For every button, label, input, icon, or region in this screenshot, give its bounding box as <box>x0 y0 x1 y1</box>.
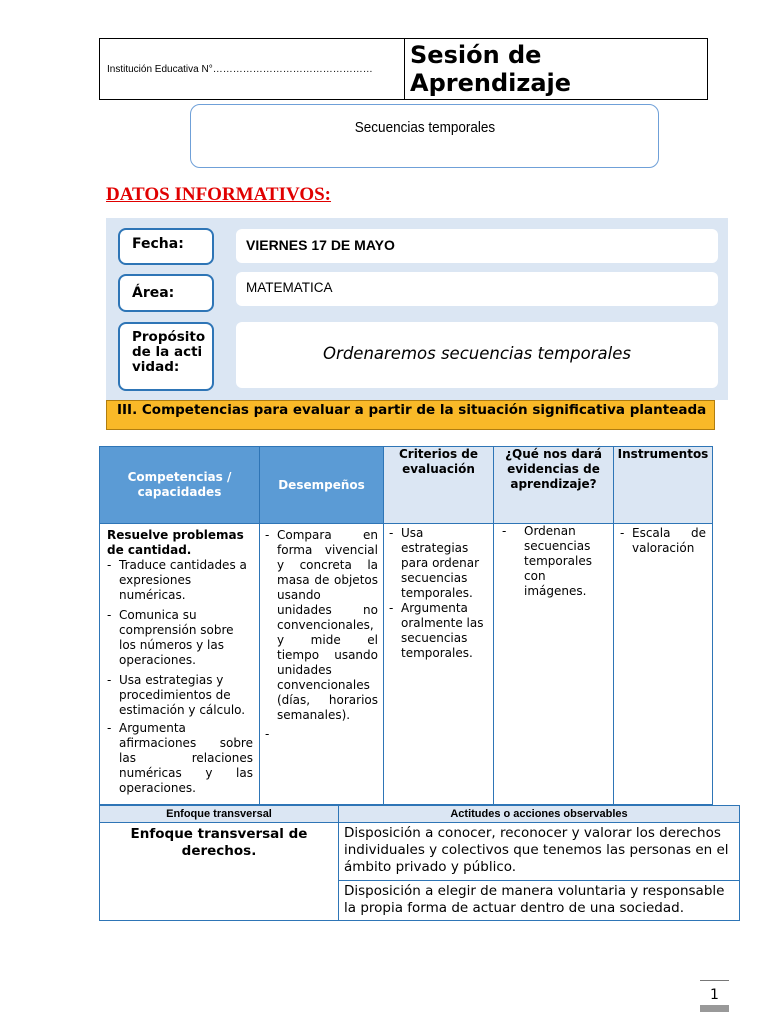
header-competencias: Competencias / capacidades <box>100 447 260 524</box>
fecha-value: VIERNES 17 DE MAYO <box>236 229 718 263</box>
competencia-title: Resuelve problemas de cantidad. <box>107 528 244 557</box>
instrumentos-cell <box>614 524 713 805</box>
capacidad-item: - Comunica su comprensión sobre los números y las operaciones. <box>107 608 253 668</box>
enfoque-table <box>99 805 740 921</box>
page-number: 1 <box>700 980 729 1012</box>
capacidad-item: - Usa estrategias y procedimientos de estimación y cálculo. <box>107 673 253 718</box>
capacidad-item: - Argumenta afirmaciones sobre las relaciones numéricas y las operaciones. <box>107 721 253 796</box>
fecha-label: Fecha: <box>118 228 214 265</box>
header-evidencias: ¿Qué nos dará evidencias de aprendizaje? <box>494 447 614 524</box>
area-label: Área: <box>118 274 214 312</box>
evidencias-cell <box>494 524 614 805</box>
datos-informativos-title: DATOS INFORMATIVOS: <box>106 184 332 205</box>
actitud-item: Disposición a conocer, reconocer y valorar los derechos individuales y colectivos que tenemos las personas en el ámbito privado y público. <box>339 823 740 881</box>
actitud-item: Disposición a elegir de manera voluntaria y responsable la propia forma de actuar dentro de una sociedad. <box>339 881 740 921</box>
capacidades-list <box>107 558 253 796</box>
session-topic-box <box>190 104 659 168</box>
page-number-bar <box>700 1005 729 1012</box>
proposito-value: Ordenaremos secuencias temporales <box>236 322 718 388</box>
criterio-item: - Usa estrategias para ordenar secuencias temporales. <box>389 526 488 601</box>
table-header-row <box>100 447 713 524</box>
header-criterios: Criterios de evaluación <box>384 447 494 524</box>
header-desempenos: Desempeños <box>260 447 384 524</box>
enfoque-name: Enfoque transversal de derechos. <box>100 823 339 921</box>
evidencia-item: - Ordenan secuencias temporales con imágenes. <box>502 524 608 599</box>
header-instrumentos: Instrumentos <box>614 447 713 524</box>
competencias-table <box>99 446 713 805</box>
desempenos-cell <box>260 524 384 805</box>
competencias-heading: III. Competencias para evaluar a partir de la situación significativa planteada <box>106 400 715 430</box>
desempeno-item: - Compara en forma vivencial y concreta la masa de objetos usando unidades no convencionales, y mide el tiempo usando unidades convencionales (días, horarios semanales). <box>265 528 378 723</box>
institution-cell <box>99 38 404 100</box>
proposito-label: Propósito de la actividad: <box>118 322 214 391</box>
enfoque-header: Enfoque transversal <box>100 806 339 823</box>
info-panel <box>106 218 728 400</box>
session-title: Sesión de Aprendizaje <box>404 38 708 100</box>
competencias-cell <box>100 524 260 805</box>
criterio-item: - Argumenta oralmente las secuencias temporales. <box>389 601 488 661</box>
criterios-cell <box>384 524 494 805</box>
instrumento-item: - Escala de valoración <box>620 526 706 556</box>
capacidad-item: - Traduce cantidades a expresiones numéricas. <box>107 558 253 603</box>
institution-text: Institución Educativa N°………………………………………… <box>107 63 373 75</box>
area-value: MATEMATICA <box>236 272 718 306</box>
actitudes-header: Actitudes o acciones observables <box>339 806 740 823</box>
session-topic: Secuencias temporales <box>354 119 495 136</box>
table-row <box>100 524 713 805</box>
